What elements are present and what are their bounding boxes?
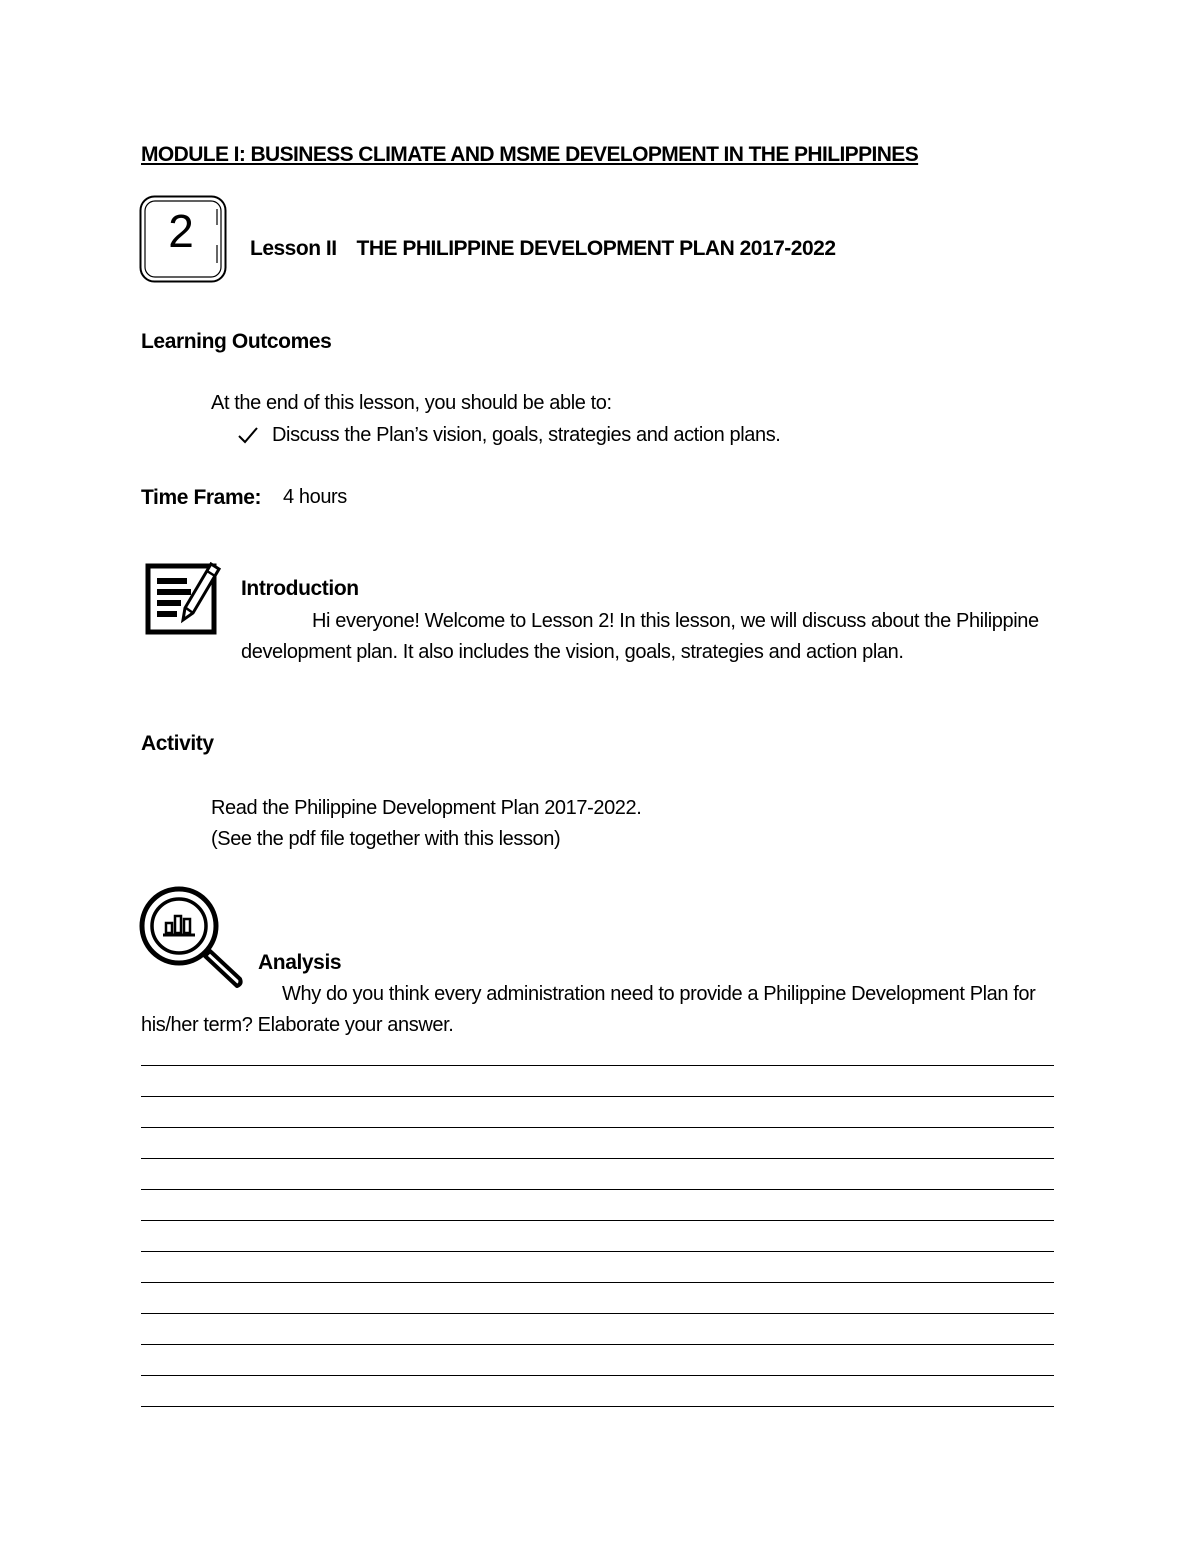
answer-line[interactable] bbox=[141, 1158, 1054, 1159]
answer-line[interactable] bbox=[141, 1189, 1054, 1190]
answer-line[interactable] bbox=[141, 1375, 1054, 1376]
answer-line[interactable] bbox=[141, 1344, 1054, 1345]
answer-line[interactable] bbox=[141, 1406, 1054, 1407]
introduction-text: Hi everyone! Welcome to Lesson 2! In this lesson, we will discuss about the Philippine development plan. It also includes the vision, goals, strategies and action plan. bbox=[241, 610, 1039, 663]
analysis-question: Why do you think every administration need to provide a Philippine Development Plan for his/her term? Elaborate your answer. bbox=[141, 983, 1036, 1036]
module-title: MODULE I: BUSINESS CLIMATE AND MSME DEVELOPMENT IN THE PHILIPPINES bbox=[141, 143, 919, 166]
answer-line[interactable] bbox=[141, 1251, 1054, 1252]
answer-line[interactable] bbox=[141, 1313, 1054, 1314]
answer-line[interactable] bbox=[141, 1065, 1054, 1066]
analysis-heading: Analysis bbox=[258, 951, 342, 974]
answer-line[interactable] bbox=[141, 1220, 1054, 1221]
answer-line[interactable] bbox=[141, 1096, 1054, 1097]
lesson-heading bbox=[250, 237, 836, 261]
lesson-number-badge bbox=[139, 195, 227, 283]
activity-instruction: Read the Philippine Development Plan 2017-2022. bbox=[211, 797, 642, 819]
activity-heading: Activity bbox=[141, 732, 214, 755]
activity-note: (See the pdf file together with this lesson) bbox=[211, 828, 561, 850]
lesson-number: 2 bbox=[168, 205, 194, 257]
lesson-title: THE PHILIPPINE DEVELOPMENT PLAN 2017-2022 bbox=[356, 237, 836, 260]
lesson-label: Lesson II bbox=[250, 237, 337, 260]
answer-line[interactable] bbox=[141, 1282, 1054, 1283]
introduction-heading: Introduction bbox=[241, 577, 359, 600]
notepad-pencil-icon bbox=[145, 558, 221, 636]
check-mark-icon bbox=[237, 425, 259, 445]
time-frame-value: 4 hours bbox=[283, 486, 347, 508]
learning-outcome-item: Discuss the Plan’s vision, goals, strategies and action plans. bbox=[272, 424, 781, 446]
learning-outcomes-intro: At the end of this lesson, you should be able to: bbox=[211, 392, 612, 414]
learning-outcomes-heading: Learning Outcomes bbox=[141, 330, 332, 353]
magnifier-chart-icon bbox=[139, 886, 245, 992]
time-frame-label: Time Frame: bbox=[141, 486, 262, 509]
answer-line[interactable] bbox=[141, 1127, 1054, 1128]
